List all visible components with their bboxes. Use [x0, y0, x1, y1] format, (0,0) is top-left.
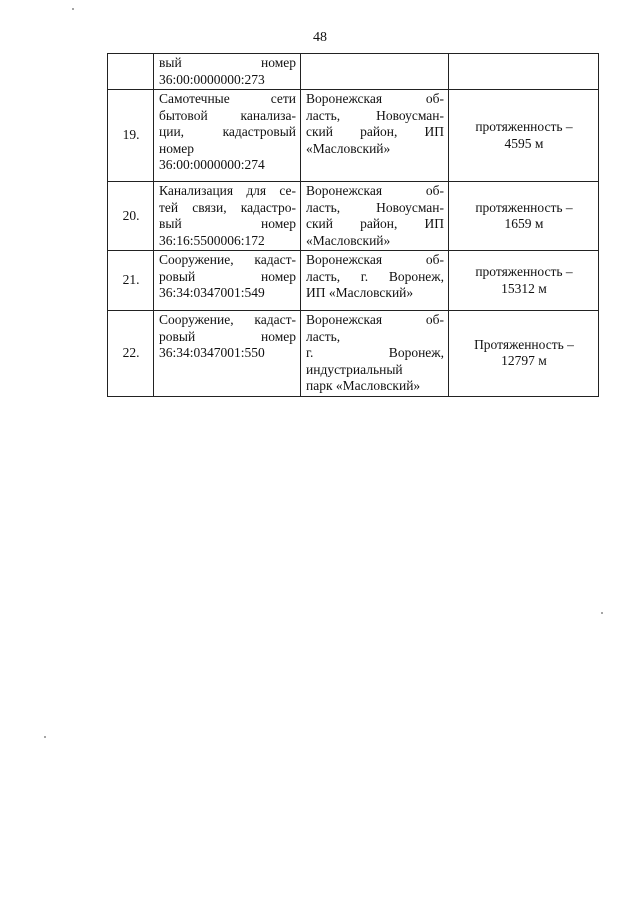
- table-row: [108, 54, 599, 90]
- characteristic-cell: [449, 182, 599, 251]
- object-name-line: 36:00:0000000:273: [159, 71, 265, 87]
- object-name-line: ровый номер: [159, 268, 296, 284]
- object-name-line: 36:00:0000000:274: [159, 157, 265, 172]
- address-line: ский район, ИП: [306, 216, 444, 231]
- object-name-line: ровый номер: [159, 328, 296, 344]
- address-line: ласть, г. Воронеж,: [306, 268, 444, 284]
- object-name-line: вый номер: [159, 216, 296, 231]
- row-number-cell: 20.: [108, 182, 154, 251]
- address-cell: [301, 311, 449, 397]
- characteristic-cell: [449, 311, 599, 397]
- characteristic-line: Протяженность –: [474, 336, 574, 352]
- address-cell: [301, 90, 449, 182]
- row-number-cell: 22.: [108, 311, 154, 397]
- address-line: ИП «Масловский»: [306, 285, 414, 300]
- object-name-line: Канализация для се-: [159, 183, 296, 198]
- address-line: Воронежская об-: [306, 252, 444, 267]
- property-table-body: [108, 54, 599, 397]
- object-name-line: Самотечные сети: [159, 91, 296, 106]
- object-name-line: 36:34:0347001:550: [159, 345, 265, 360]
- row-number-cell: [108, 54, 154, 90]
- page-number: 48: [313, 30, 327, 45]
- scan-speck: [44, 736, 46, 738]
- object-name-line: 36:16:5500006:172: [159, 232, 265, 248]
- row-number-cell: 19.: [108, 90, 154, 182]
- address-line: «Масловский»: [306, 140, 391, 156]
- object-name-line: 36:34:0347001:549: [159, 285, 265, 300]
- address-line: ский район, ИП: [306, 124, 444, 139]
- object-name-cell: [154, 54, 301, 90]
- address-cell: [301, 251, 449, 311]
- address-line: ласть, Новоусман-: [306, 199, 444, 215]
- address-line: парк «Масловский»: [306, 378, 421, 393]
- object-name-cell: [154, 182, 301, 251]
- table-row: [108, 90, 599, 182]
- object-name-line: бытовой канализа-: [159, 107, 296, 123]
- object-name-line: вый номер: [159, 55, 296, 70]
- characteristic-line: 4595 м: [504, 135, 544, 151]
- address-line: Воронежская об-: [306, 312, 444, 327]
- characteristic-line: протяженность –: [475, 119, 573, 134]
- address-line: ласть,: [306, 328, 341, 344]
- address-line: г. Воронеж,: [306, 345, 444, 360]
- address-line: «Масловский»: [306, 232, 391, 248]
- row-number-cell: 21.: [108, 251, 154, 311]
- characteristic-cell: [449, 54, 599, 90]
- characteristic-line: протяженность –: [475, 199, 573, 215]
- table-row: [108, 311, 599, 397]
- address-cell: [301, 54, 449, 90]
- address-line: Воронежская об-: [306, 183, 444, 198]
- scan-speck: [601, 612, 603, 614]
- characteristic-cell: [449, 90, 599, 182]
- address-line: индустриальный: [306, 361, 403, 377]
- characteristic-line: 12797 м: [501, 353, 547, 369]
- address-line: ласть, Новоусман-: [306, 107, 444, 123]
- object-name-line: Сооружение, кадаст-: [159, 312, 296, 327]
- address-line: Воронежская об-: [306, 91, 444, 106]
- object-name-line: тей связи, кадастро-: [159, 199, 296, 215]
- characteristic-line: 15312 м: [501, 280, 547, 296]
- property-table: [107, 53, 599, 397]
- object-name-cell: [154, 311, 301, 397]
- table-row: [108, 251, 599, 311]
- object-name-line: номер: [159, 140, 195, 156]
- object-name-line: ции, кадастровый: [159, 124, 296, 139]
- table-row: [108, 182, 599, 251]
- object-name-line: Сооружение, кадаст-: [159, 252, 296, 267]
- address-cell: [301, 182, 449, 251]
- characteristic-cell: [449, 251, 599, 311]
- characteristic-line: протяженность –: [475, 264, 573, 279]
- scan-speck: [72, 8, 74, 10]
- object-name-cell: [154, 251, 301, 311]
- characteristic-line: 1659 м: [504, 216, 544, 231]
- object-name-cell: [154, 90, 301, 182]
